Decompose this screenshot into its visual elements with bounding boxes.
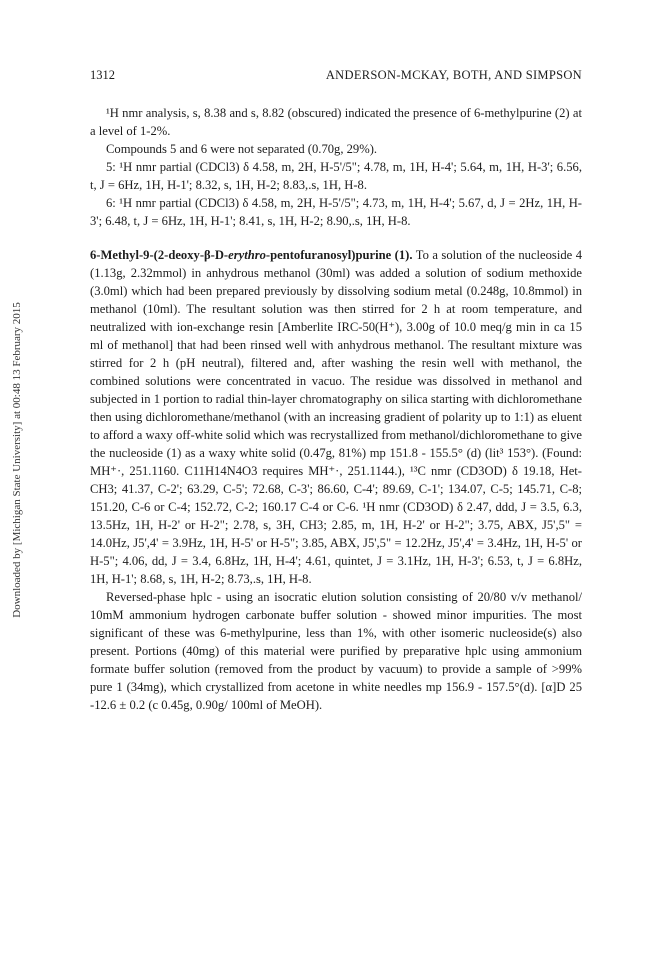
section-title-suffix: -pentofuranosyl)purine (1).	[265, 248, 413, 262]
section-title	[90, 248, 413, 262]
download-watermark	[10, 250, 24, 670]
paragraph-synthesis	[90, 246, 582, 588]
page-number: 1312	[90, 68, 115, 82]
paragraph-compound-6: 6: ¹H nmr partial (CDCl3) δ 4.58, m, 2H, H-5'/5"; 4.73, m, 1H, H-4'; 5.67, d, J = 2Hz, 1H, H-3'; 6.48, t, J = 6Hz, 1H, H-1'; 8.41, s, 1H, H-2; 8.90,.s, 1H, H-8.	[90, 196, 582, 228]
paragraph-nmr-analysis: ¹H nmr analysis, s, 8.38 and s, 8.82 (obscured) indicated the presence of 6-methylpurine (2) at a level of 1-2%.	[90, 106, 582, 138]
paragraph-hplc: Reversed-phase hplc - using an isocratic elution solution consisting of 20/80 v/v methanol/ 10mM ammonium hydrogen carbonate buffer solution - showed minor impurities. The most significant of these was 6-methylpurine, less than 1%, with other isomeric nucleoside(s) also present. Portions (40mg) of this material were purified by preparative hplc using ammonium formate buffer solution (removed from the product by vacuum) to provide a sample of >99% pure 1 (34mg), which crystallized from acetone in white needles mp 156.9 - 157.5°(d). [α]D 25 -12.6 ± 0.2 (c 0.45g, 0.90g/ 100ml of MeOH).	[90, 590, 582, 712]
section-title-prefix: 6-Methyl-9-(2-deoxy-β-D-	[90, 248, 229, 262]
running-head: ANDERSON-MCKAY, BOTH, AND SIMPSON	[325, 68, 582, 82]
section-body: To a solution of the nucleoside 4 (1.13g, 2.32mmol) in anhydrous methanol (30ml) was added a solution of sodium methoxide (3.0ml) which had been prepared previously by dissolving sodium metal (0.248g, 10.8mmol) in methanol (10ml). The resultant solution was then stirred for 2 h at room temperature, and neutralized with ion-exchange resin [Amberlite IRC-50(H⁺), 3.00g of 10.0 meq/g min in ca 15 ml of methanol] that had been rinsed well with anhydrous methanol. The resultant mixture was stirred for 2 h (pH neutral), filtered and, after washing the resin well with methanol, the combined solutions were concentrated in vacuo. The residue was dissolved in methanol and subjected in 1 portion to radial thin-layer chromatography on silica starting with dichloromethane then using dichloromethane/methanol (with an increasing gradient of polarity up to 1:1) as eluent to afford a waxy off-white solid which was recrystallized from methanol/dichloromethane to give the nucleoside (1) as a waxy white solid (0.47g, 81%) mp 151.8 - 155.5° (d) (lit³ 153°). (Found: MH⁺·, 251.1160. C11H14N4O3 requires MH⁺·, 251.1144.), ¹³C nmr (CD3OD) δ 19.18, Het-CH3; 41.37, C-2'; 63.29, C-5'; 72.68, C-3'; 86.60, C-4'; 89.69, C-1'; 134.07, C-5; 145.71, C-8; 151.20, C-6 or C-4; 152.72, C-2; 160.17 C-4 or C-6. ¹H nmr (CD3OD) δ 2.47, ddd, J = 3.5, 6.3, 13.5Hz, 1H, H-2' or H-2"; 2.78, s, 3H, CH3; 2.85, m, 1H, H-2' or H-2"; 3.75, ABX, J5',5" = 14.0Hz, J5',4' = 3.9Hz, 1H, H-5' or H-5"; 3.85, ABX, J5',5" = 12.2Hz, J5',4' = 3.4Hz, 1H, H-5' or H-5"; 4.06, dd, J = 3.4, 6.8Hz, 1H, H-4'; 4.61, quintet, J = 3.1Hz, 1H, H-3'; 6.53, t, J = 6.8Hz, 1H, H-1'; 8.68, s, 1H, H-2; 8.73,.s, 1H, H-8.	[90, 248, 583, 586]
download-watermark-text: Downloaded by [Michigan State University] at 00:48 13 February 2015	[11, 302, 23, 618]
section-title-italic: erythro	[228, 248, 266, 262]
page-body	[90, 104, 582, 714]
paragraph-compound-5: 5: ¹H nmr partial (CDCl3) δ 4.58, m, 2H, H-5'/5"; 4.78, m, 1H, H-4'; 5.64, m, 1H, H-3'; 6.56, t, J = 6Hz, 1H, H-1'; 8.32, s, 1H, H-2; 8.83,.s, 1H, H-8.	[90, 160, 582, 192]
paragraph-compounds: Compounds 5 and 6 were not separated (0.70g, 29%).	[106, 142, 378, 156]
